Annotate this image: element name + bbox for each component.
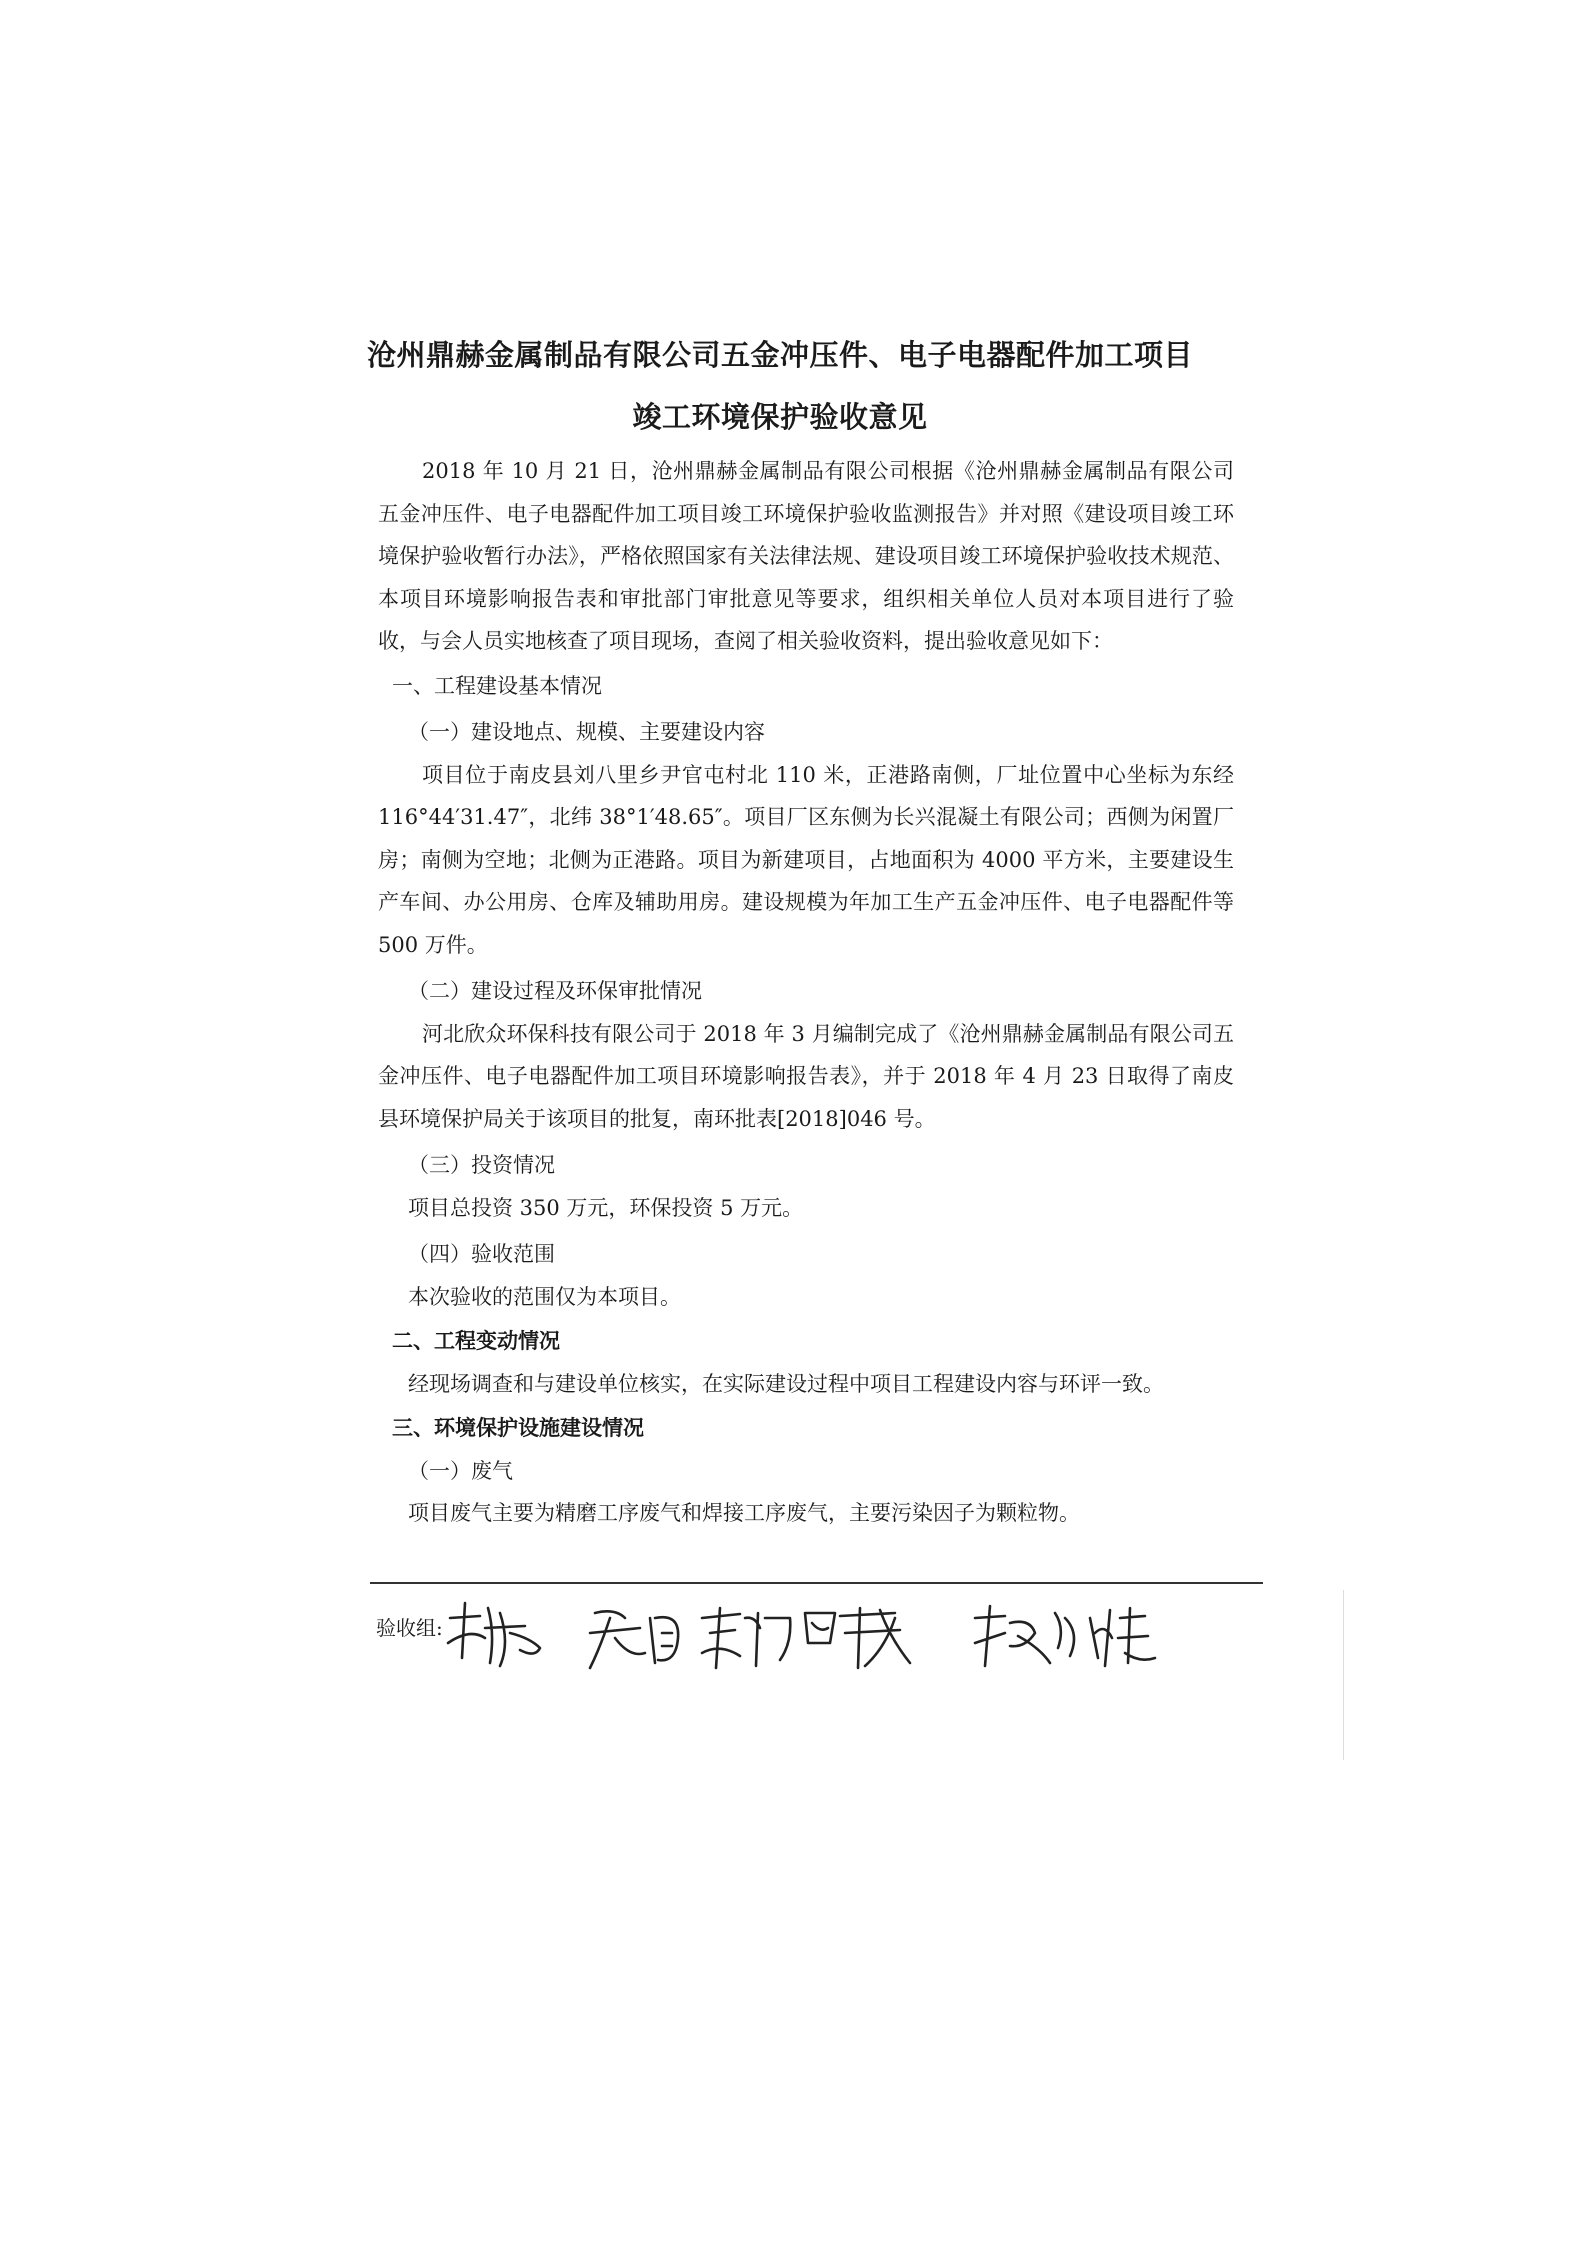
- signature-1: [448, 1603, 540, 1666]
- signature-label: 验收组:: [376, 1616, 443, 1640]
- section3-1-text: 项目废气主要为精磨工序废气和焊接工序废气，主要污染因子为颗粒物。: [408, 1501, 1080, 1525]
- document-body: [378, 450, 1234, 1535]
- section1-1-heading: （一）建设地点、规模、主要建设内容: [408, 720, 765, 744]
- signature-line: [370, 1582, 1263, 1584]
- section2-heading: 二、工程变动情况: [392, 1329, 560, 1353]
- section1-heading: 一、工程建设基本情况: [392, 673, 602, 698]
- scan-edge-line: [1343, 1590, 1344, 1760]
- section1-1-text: 项目位于南皮县刘八里乡尹官屯村北 110 米，正港路南侧，厂址位置中心坐标为东经 116°44′31.47″，北纬 38°1′48.65″。项目厂区东侧为长兴混凝土有限公司；西侧为闲置厂房；南侧为空地；北侧为正港路。项目为新建项目，占地面积为 4000 平方米，主要建设生产车间、办公用房、仓库及辅助用房。建设规模为年加工生产五金冲压件、电子电器配件等 500 万件。: [378, 762, 1234, 957]
- section1-4-heading: （四）验收范围: [408, 1242, 555, 1266]
- section1-3-heading: （三）投资情况: [408, 1153, 555, 1177]
- document-title-line2: 竣工环境保护验收意见: [632, 400, 928, 434]
- section3-heading: 三、环境保护设施建设情况: [392, 1416, 644, 1440]
- section2-text: 经现场调查和与建设单位核实，在实际建设过程中项目工程建设内容与环评一致。: [408, 1371, 1164, 1396]
- section1-2-text: 河北欣众环保科技有限公司于 2018 年 3 月编制完成了《沧州鼎赫金属制品有限公司五金冲压件、电子电器配件加工项目环境影响报告表》，并于 2018 年 4 月 23 日取得了南皮县环境保护局关于该项目的批复，南环批表[2018]046 号。: [378, 1021, 1234, 1131]
- signature-4: [805, 1608, 910, 1668]
- intro-paragraph: 2018 年 10 月 21 日，沧州鼎赫金属制品有限公司根据《沧州鼎赫金属制品有限公司五金冲压件、电子电器配件加工项目竣工环境保护验收监测报告》并对照《建设项目竣工环境保护验收暂行办法》，严格依照国家有关法律法规、建设项目竣工环境保护验收技术规范、本项目环境影响报告表和审批部门审批意见等要求，组织相关单位人员对本项目进行了验收，与会人员实地核查了项目现场，查阅了相关验收资料，提出验收意见如下：: [378, 459, 1234, 653]
- section1-4-text: 本次验收的范围仅为本项目。: [408, 1284, 681, 1309]
- section3-1-heading: （一）废气: [408, 1458, 513, 1483]
- handwritten-signatures: [440, 1588, 1200, 1678]
- signature-6: [1090, 1608, 1155, 1666]
- section1-3-text: 项目总投资 350 万元，环保投资 5 万元。: [408, 1195, 804, 1220]
- signature-5: [975, 1606, 1074, 1666]
- signature-3: [702, 1608, 790, 1668]
- document-title-line1: 沧州鼎赫金属制品有限公司五金冲压件、电子电器配件加工项目: [366, 338, 1193, 372]
- section1-2-heading: （二）建设过程及环保审批情况: [408, 979, 702, 1003]
- signature-2: [590, 1611, 678, 1668]
